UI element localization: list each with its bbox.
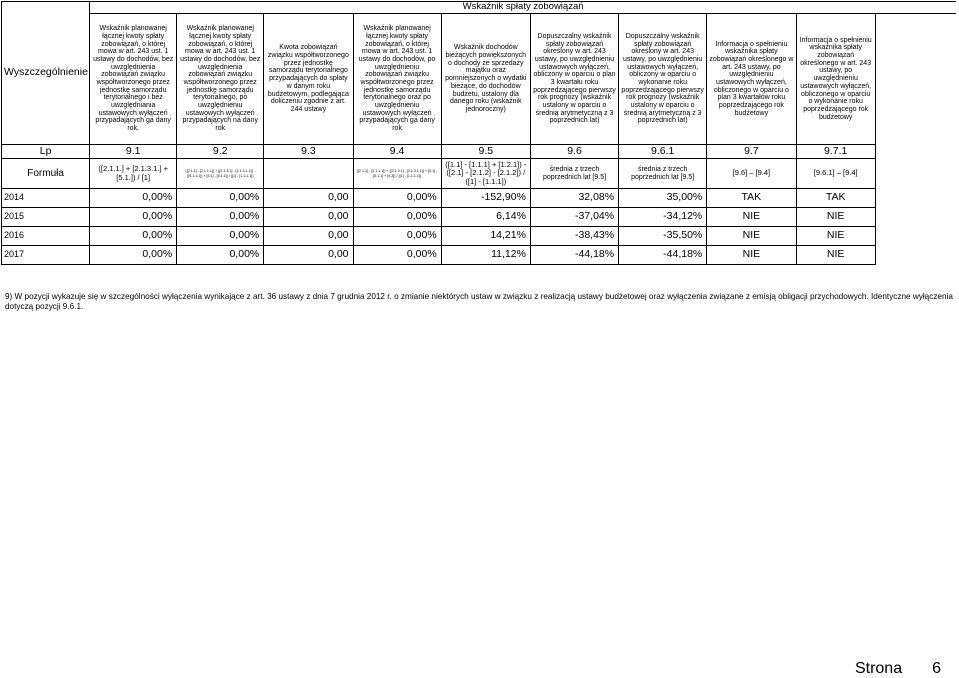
footnote: 9) W pozycji wykazuje się w szczególności wyłączenia wynikające z art. 36 ustawy z dnia 7 grudnia 2012 r. o zmianie niektórych ustaw w związku z realizacją ustawy budżetowej oraz wyłączenia związane z emisją obligacji przychodowych. Identyczne wyłączenia dotyczą pozycji 9.6.1. [5, 292, 953, 312]
header-9-3: Kwota zobowiązań związku współtworzonego przez jednostkę samorządu terytorialnego przypadających do spłaty w danym roku budżetowym, podlegająca doliczeniu zgodnie z art. 244 ustawy [264, 14, 353, 145]
formula-cell: ([2.1.1] - [2.1.1.1]) + ([2.1.3.1] - [2.1.3.1.1]) + [5.1] - [5.1.1] + [9.3]) / ([1] - [1.1.1.1]) [353, 159, 441, 189]
value-cell: -37,04% [530, 208, 618, 227]
lp-cell: 9.6.1 [619, 145, 707, 159]
value-cell: 6,14% [441, 208, 530, 227]
value-cell: 0,00% [90, 208, 177, 227]
formula-label: Formuła [2, 159, 90, 189]
lp-row [2, 145, 957, 159]
lp-cell: 9.7 [707, 145, 796, 159]
value-cell: 35,00% [619, 189, 707, 208]
formula-cell: ([2.1.1] - [2.1.1.1]) + ([2.1.3.1] - [2.1.3.1.1]) - ([5.1.1.1]) + [5.1] - [5.1.1]) / ([1] - [1.1.1.1]) [177, 159, 264, 189]
value-cell: 11,12% [441, 246, 530, 265]
lp-label: Lp [2, 145, 90, 159]
value-cell: NIE [707, 208, 796, 227]
value-cell: 0,00% [353, 227, 441, 246]
lp-cell: 9.2 [177, 145, 264, 159]
value-cell: 0,00% [90, 246, 177, 265]
formula-cell: średnia z trzech poprzednich lat [9.5] [530, 159, 618, 189]
lp-cell: 9.6 [530, 145, 618, 159]
formula-cell: [9.6] – [9.4] [707, 159, 796, 189]
value-cell: NIE [796, 208, 875, 227]
value-cell: 0,00 [264, 189, 353, 208]
value-cell: 0,00% [90, 189, 177, 208]
value-cell: 0,00% [177, 227, 264, 246]
formula-cell: średnia z trzech poprzednich lat [9.5] [619, 159, 707, 189]
formula-cell: [9.6.1] – [9.4] [796, 159, 875, 189]
year-cell: 2017 [2, 246, 90, 265]
formula-cell: ([2.1.1.] + [2.1.3.1.] + [5.1.]) / [1] [90, 159, 177, 189]
table-row [2, 189, 957, 208]
debt-ratio-table [1, 1, 956, 265]
header-9-5: Wskaźnik dochodów bieżących powiększonych o dochody ze sprzedaży majątku oraz pomniejszonych o wydatki bieżące, do dochodów budżetu, ustalony dla danego roku (wskaźnik jednoroczny) [441, 14, 530, 145]
year-cell: 2016 [2, 227, 90, 246]
value-cell: 0,00 [264, 246, 353, 265]
value-cell: -152,90% [441, 189, 530, 208]
value-cell: 0,00% [177, 208, 264, 227]
value-cell: -44,18% [530, 246, 618, 265]
header-9-2: Wskaźnik planowanej łącznej kwoty spłaty zobowiązań, o której mowa w art. 243 ust. 1 ustawy do dochodów, bez uwzględnienia zobowiązań związku współtworzonego przez jednostkę samorządu terytorialnego, po uwzględnieniu ustawowych wyłączeń przypadających na dany rok [177, 14, 264, 145]
value-cell: 0,00% [353, 189, 441, 208]
value-cell: 32,08% [530, 189, 618, 208]
value-cell: 0,00% [177, 189, 264, 208]
page-number-value: 6 [932, 660, 941, 677]
value-cell: TAK [796, 189, 875, 208]
left-header: Wyszczególnienie [2, 2, 90, 145]
value-cell: NIE [707, 227, 796, 246]
year-cell: 2014 [2, 189, 90, 208]
header-9-4: Wskaźnik planowanej łącznej kwoty spłaty zobowiązań, o której mowa w art. 243 ust. 1 ustawy do dochodów, po uwzględnieniu zobowiązań związku współtworzonego przez jednostkę samorządu terytorialnego oraz po uwzględnieniu ustawowych wyłączeń przypadających ga dany rok [353, 14, 441, 145]
formula-cell [264, 159, 353, 189]
value-cell: 14,21% [441, 227, 530, 246]
header-9-7-1: Informacja o spełnieniu wskaźnika spłaty zobowiązań określonego w art. 243 ustawy, po uwzględnieniu ustawowych wyłączeń, obliczonego w oparciu o wykonanie roku poprzedzającego rok budżetowy [796, 14, 875, 145]
value-cell: NIE [707, 246, 796, 265]
value-cell: 0,00% [90, 227, 177, 246]
value-cell: 0,00% [353, 246, 441, 265]
formula-row [2, 159, 957, 189]
lp-cell: 9.4 [353, 145, 441, 159]
header-9-6-1: Dopuszczalny wskaźnik spłaty zobowiązań określony w art. 243 ustawy, po uwzględnieniu ustawowych wyłączeń, obliczony w oparciu o wykonanie roku poprzedzającego pierwszy rok prognozy (wskaźnik ustalony w oparciu o średnią arytmetyczną z 3 poprzednich lat) [619, 14, 707, 145]
value-cell: -35,50% [619, 227, 707, 246]
value-cell: 0,00% [353, 208, 441, 227]
value-cell: 0,00% [177, 246, 264, 265]
header-9-6: Dopuszczalny wskaźnik spłaty zobowiązań określony w art. 243 ustawy, po uwzględnieniu ustawowych wyłączeń, obliczony w oparciu o plan 3 kwartału roku poprzedzającego pierwszy rok prognozy (wskaźnik ustalony w oparciu o średnią arytmetyczną z 3 poprzednich lat) [530, 14, 618, 145]
value-cell: TAK [707, 189, 796, 208]
lp-cell: 9.1 [90, 145, 177, 159]
value-cell: NIE [796, 246, 875, 265]
value-cell: 0,00 [264, 227, 353, 246]
page-number [855, 660, 941, 678]
formula-cell: ([1.1] - [1.1.1] + [1.2.1]) - ([2.1] - [2.1.2] - [2.1.2]) / ([1] - [1.1.1]) [441, 159, 530, 189]
value-cell: 0,00 [264, 208, 353, 227]
page-label: Strona [854, 660, 903, 677]
table-title: Wskaźnik spłaty zobowiązań [90, 2, 956, 14]
table-row [2, 208, 957, 227]
lp-cell: 9.3 [264, 145, 353, 159]
header-9-1: Wskaźnik planowanej łącznej kwoty spłaty zobowiązań, o której mowa w art. 243 ust. 1 ustawy do dochodów, bez uwzględnienia zobowiązań związku współtworzonego przez jednostkę samorządu terytorialnego i bez uwzględniania ustawowych wyłączeń przypadających ga dany rok. [90, 14, 177, 145]
value-cell: -34,12% [619, 208, 707, 227]
table-row [2, 227, 957, 246]
lp-cell: 9.5 [441, 145, 530, 159]
value-cell: NIE [796, 227, 875, 246]
value-cell: -44,18% [619, 246, 707, 265]
value-cell: -38,43% [530, 227, 618, 246]
lp-cell: 9.7.1 [796, 145, 875, 159]
table-row [2, 246, 957, 265]
year-cell: 2015 [2, 208, 90, 227]
header-9-7: Informacja o spełnieniu wskaźnika spłaty zobowiązań określonego w art. 243 ustawy, po uwzględnieniu ustawowych wyłączeń, obliczonego w oparciu o plan 3 kwartałów roku poprzedzającego rok budżetowy [707, 14, 796, 145]
